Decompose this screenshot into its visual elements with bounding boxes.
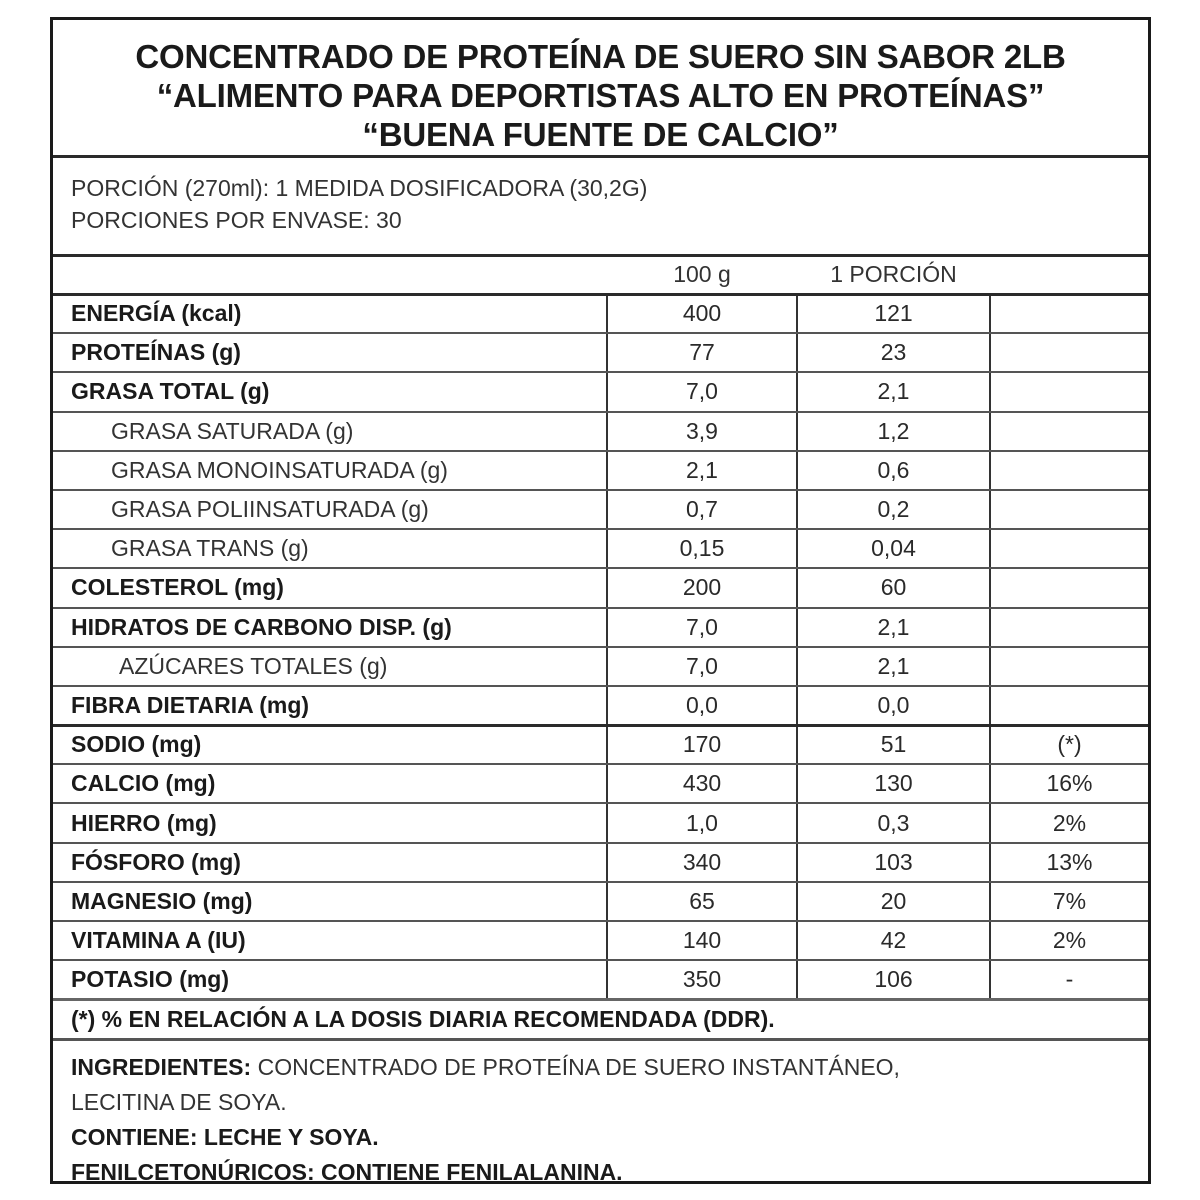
value-per-portion: 20: [797, 882, 990, 921]
table-row: [53, 764, 1148, 803]
value-per-portion: 130: [797, 764, 990, 803]
value-per-100g: 0,15: [607, 529, 797, 568]
servings-per-container: PORCIONES POR ENVASE: 30: [71, 207, 402, 233]
product-title: [53, 20, 1148, 158]
nutrient-name: GRASA TRANS (g): [53, 529, 607, 568]
table-row: [53, 372, 1148, 411]
value-ddr-percent: [990, 412, 1148, 451]
value-per-100g: 65: [607, 882, 797, 921]
nutrition-table: [53, 257, 1148, 1001]
table-row: [53, 960, 1148, 999]
value-ddr-percent: [990, 647, 1148, 686]
value-ddr-percent: [990, 451, 1148, 490]
value-per-100g: 350: [607, 960, 797, 999]
value-per-100g: 77: [607, 333, 797, 372]
nutrient-name: CALCIO (mg): [53, 764, 607, 803]
nutrient-name: VITAMINA A (IU): [53, 921, 607, 960]
nutrient-name: GRASA TOTAL (g): [53, 372, 607, 411]
nutrient-name: MAGNESIO (mg): [53, 882, 607, 921]
value-per-100g: 430: [607, 764, 797, 803]
nutrient-name: SODIO (mg): [53, 725, 607, 764]
ingredients-text-cont: LECITINA DE SOYA.: [71, 1088, 287, 1115]
pku-warning: FENILCETONÚRICOS: CONTIENE FENILALANINA.: [71, 1158, 623, 1185]
value-per-portion: 42: [797, 921, 990, 960]
value-per-portion: 0,0: [797, 686, 990, 725]
header-nutrient: [53, 257, 607, 294]
table-row: [53, 803, 1148, 842]
table-row: [53, 568, 1148, 607]
value-ddr-percent: 16%: [990, 764, 1148, 803]
title-line-claim-calcium: “BUENA FUENTE DE CALCIO”: [362, 116, 839, 153]
value-per-100g: 170: [607, 725, 797, 764]
value-per-portion: 0,3: [797, 803, 990, 842]
value-per-portion: 1,2: [797, 412, 990, 451]
value-per-100g: 1,0: [607, 803, 797, 842]
table-row: [53, 608, 1148, 647]
nutrient-name: FÓSFORO (mg): [53, 843, 607, 882]
table-row: [53, 451, 1148, 490]
value-per-100g: 7,0: [607, 608, 797, 647]
nutrient-name: GRASA SATURADA (g): [53, 412, 607, 451]
table-row: [53, 686, 1148, 725]
table-row: [53, 647, 1148, 686]
table-row: [53, 921, 1148, 960]
table-row: [53, 882, 1148, 921]
value-ddr-percent: [990, 333, 1148, 372]
table-header-row: [53, 257, 1148, 294]
allergen-contains: CONTIENE: LECHE Y SOYA.: [71, 1123, 379, 1150]
value-ddr-percent: [990, 490, 1148, 529]
nutrient-name: PROTEÍNAS (g): [53, 333, 607, 372]
value-ddr-percent: [990, 686, 1148, 725]
table-row: [53, 333, 1148, 372]
table-row: [53, 412, 1148, 451]
value-ddr-percent: 2%: [990, 803, 1148, 842]
value-per-100g: 3,9: [607, 412, 797, 451]
table-row: [53, 529, 1148, 568]
title-line-product: CONCENTRADO DE PROTEÍNA DE SUERO SIN SABOR 2LB: [135, 38, 1066, 75]
value-per-100g: 0,7: [607, 490, 797, 529]
value-per-portion: 60: [797, 568, 990, 607]
value-ddr-percent: [990, 294, 1148, 333]
value-ddr-percent: -: [990, 960, 1148, 999]
value-per-portion: 2,1: [797, 647, 990, 686]
nutrient-name: COLESTEROL (mg): [53, 568, 607, 607]
header-ddr: [990, 257, 1148, 294]
value-per-portion: 0,04: [797, 529, 990, 568]
value-per-portion: 2,1: [797, 372, 990, 411]
value-per-portion: 121: [797, 294, 990, 333]
table-row: [53, 490, 1148, 529]
header-per-portion: 1 PORCIÓN: [797, 257, 990, 294]
value-ddr-percent: [990, 529, 1148, 568]
nutrient-name: HIDRATOS DE CARBONO DISP. (g): [53, 608, 607, 647]
title-line-claim-protein: “ALIMENTO PARA DEPORTISTAS ALTO EN PROTEÍNAS”: [156, 77, 1045, 114]
table-row: [53, 843, 1148, 882]
value-per-100g: 0,0: [607, 686, 797, 725]
table-row: [53, 725, 1148, 764]
nutrition-label: [50, 17, 1151, 1184]
value-per-portion: 51: [797, 725, 990, 764]
value-per-portion: 0,2: [797, 490, 990, 529]
value-per-portion: 23: [797, 333, 990, 372]
value-ddr-percent: 2%: [990, 921, 1148, 960]
nutrient-name: GRASA MONOINSATURADA (g): [53, 451, 607, 490]
value-per-100g: 340: [607, 843, 797, 882]
nutrient-name: ENERGÍA (kcal): [53, 294, 607, 333]
ingredients-label: INGREDIENTES:: [71, 1053, 252, 1080]
value-ddr-percent: 13%: [990, 843, 1148, 882]
value-per-portion: 2,1: [797, 608, 990, 647]
nutrient-name: POTASIO (mg): [53, 960, 607, 999]
value-per-100g: 2,1: [607, 451, 797, 490]
value-ddr-percent: [990, 608, 1148, 647]
nutrient-name: AZÚCARES TOTALES (g): [53, 647, 607, 686]
value-per-100g: 7,0: [607, 372, 797, 411]
value-per-100g: 7,0: [607, 647, 797, 686]
value-per-100g: 400: [607, 294, 797, 333]
serving-info: [53, 158, 1148, 257]
ingredients-text: CONCENTRADO DE PROTEÍNA DE SUERO INSTANTÁNEO,: [251, 1053, 900, 1080]
value-per-100g: 140: [607, 921, 797, 960]
ingredients-section: [53, 1041, 1148, 1190]
nutrient-name: GRASA POLIINSATURADA (g): [53, 490, 607, 529]
value-ddr-percent: [990, 372, 1148, 411]
header-per-100g: 100 g: [607, 257, 797, 294]
table-row: [53, 294, 1148, 333]
ddr-footnote: (*) % EN RELACIÓN A LA DOSIS DIARIA RECOMENDADA (DDR).: [53, 1001, 1148, 1041]
nutrient-name: FIBRA DIETARIA (mg): [53, 686, 607, 725]
value-per-portion: 0,6: [797, 451, 990, 490]
nutrient-name: HIERRO (mg): [53, 803, 607, 842]
value-per-100g: 200: [607, 568, 797, 607]
value-per-portion: 106: [797, 960, 990, 999]
serving-size: PORCIÓN (270ml): 1 MEDIDA DOSIFICADORA (30,2G): [71, 175, 648, 201]
value-per-portion: 103: [797, 843, 990, 882]
value-ddr-percent: [990, 568, 1148, 607]
value-ddr-percent: 7%: [990, 882, 1148, 921]
value-ddr-percent: (*): [990, 725, 1148, 764]
